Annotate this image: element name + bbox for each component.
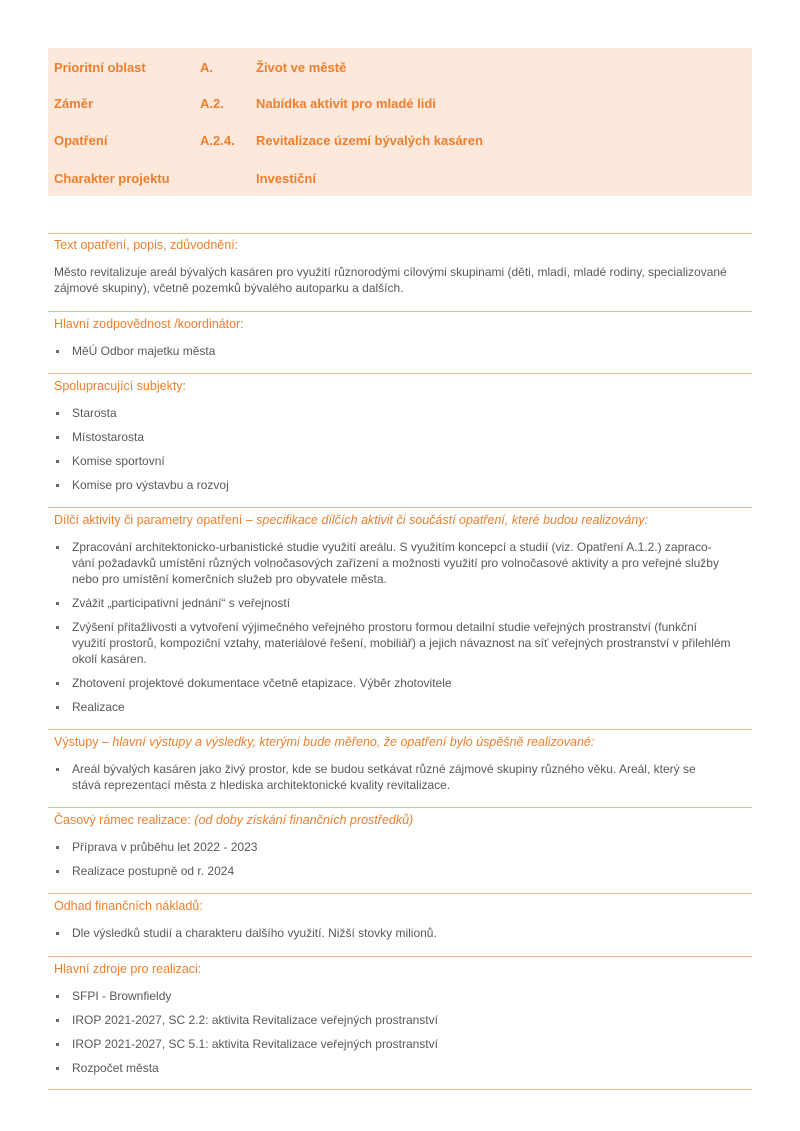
summary-row-character — [48, 171, 752, 191]
section-heading — [54, 513, 648, 527]
list-item: Komise sportovní — [54, 453, 744, 469]
summary-box — [48, 48, 752, 196]
list-item-line: Zvýšení přitažlivosti a vytvoření výjimečného veřejného prostoru formou detailní studie veřejných prostranství (funkční — [72, 620, 697, 634]
section-heading: Text opatření, popis, zdůvodnění: — [54, 238, 239, 252]
list-item-line: Zpracování architektonicko-urbanistické studie využití areálu. S využitím koncepcí a studií (viz. Opatření A.1.2.) zapraco- — [72, 540, 712, 554]
list-item: Zvážit „participativní jednání“ s veřejností — [54, 595, 744, 611]
summary-row-intent — [48, 96, 752, 116]
list-item: IROP 2021-2027, SC 5.1: aktivita Revitalizace veřejných prostranství — [54, 1036, 744, 1052]
list-item — [54, 619, 744, 667]
section-divider — [48, 956, 752, 957]
section-heading: Odhad finančních nákladů: — [54, 899, 203, 913]
section-divider — [48, 1089, 752, 1090]
summary-code: A.2.4. — [200, 133, 235, 148]
list-item-line: nebo pro umístění komerčních služeb pro obyvatele města. — [72, 572, 387, 586]
list-item: Zhotovení projektové dokumentace včetně etapizace. Výběr zhotovitele — [54, 675, 744, 691]
section-divider — [48, 807, 752, 808]
summary-value: Investiční — [256, 171, 316, 186]
heading-note: – hlavní výstupy a výsledky, kterými bude měřeno, že opatření bylo úspěšně realizované: — [101, 735, 595, 749]
summary-row-measure — [48, 133, 752, 153]
section-heading — [54, 735, 594, 749]
section-heading — [54, 813, 413, 827]
list-item-line: vání požadavků umístění různých volnočasových zařízení a možnosti využití pro volnočasové aktivity a pro veřejné služby — [72, 556, 719, 570]
heading-text: Dílčí aktivity či parametry opatření — [54, 513, 243, 527]
summary-row-priority — [48, 60, 752, 80]
list-item-line: stává reprezentací města z hlediska architektonické kvality revitalizace. — [72, 778, 451, 792]
list-item: Komise pro výstavbu a rozvoj — [54, 477, 744, 493]
section-divider — [48, 373, 752, 374]
summary-label: Opatření — [54, 133, 108, 148]
summary-label: Prioritní oblast — [54, 60, 146, 75]
list-item-line: okolí kasáren. — [72, 652, 147, 666]
summary-value: Revitalizace území bývalých kasáren — [256, 133, 483, 148]
summary-label: Charakter projektu — [54, 171, 170, 186]
summary-code: A. — [200, 60, 213, 75]
paragraph-line: Město revitalizuje areál bývalých kasáren pro využití různorodými cílovými skupinami (děti, mladí, mladé rodiny, specializované — [54, 265, 727, 279]
summary-value: Život ve městě — [256, 60, 347, 75]
list-item-line: využití prostorů, kompoziční vztahy, materiálové řešení, mobiliář) a jejich návaznost na síť veřejných prostranství v přilehlém — [72, 636, 731, 650]
section-heading: Hlavní zdroje pro realizaci: — [54, 962, 202, 976]
summary-value: Nabídka aktivit pro mladé lidi — [256, 96, 436, 111]
section-divider — [48, 507, 752, 508]
list-item — [54, 761, 744, 793]
list-item: MěÚ Odbor majetku města — [54, 343, 744, 359]
section-heading: Hlavní zodpovědnost /koordinátor: — [54, 317, 244, 331]
list-item: Místostarosta — [54, 429, 744, 445]
list-item: Rozpočet města — [54, 1060, 744, 1076]
paragraph-line: zájmové skupiny), včetně pozemků bývalého autoparku a dalších. — [54, 281, 404, 295]
section-divider — [48, 233, 752, 234]
section-divider — [48, 893, 752, 894]
list-item: SFPI - Brownfieldy — [54, 988, 744, 1004]
heading-note: – specifikace dílčích aktivit či součástí opatření, které budou realizovány: — [245, 513, 649, 527]
heading-text: Výstupy — [54, 735, 99, 749]
list-item: IROP 2021-2027, SC 2.2: aktivita Revitalizace veřejných prostranství — [54, 1012, 744, 1028]
list-item: Starosta — [54, 405, 744, 421]
list-item: Realizace postupně od r. 2024 — [54, 863, 744, 879]
list-item: Příprava v průběhu let 2022 - 2023 — [54, 839, 744, 855]
section-divider — [48, 729, 752, 730]
list-item: Dle výsledků studií a charakteru dalšího využití. Nižší stovky milionů. — [54, 925, 744, 941]
list-item: Realizace — [54, 699, 744, 715]
list-item — [54, 539, 744, 587]
heading-text: Časový rámec realizace: — [54, 813, 191, 827]
summary-label: Záměr — [54, 96, 94, 111]
section-divider — [48, 311, 752, 312]
list-item-line: Areál bývalých kasáren jako živý prostor, kde se budou setkávat různé zájmové skupiny různého věku. Areál, který se — [72, 762, 696, 776]
section-heading: Spolupracující subjekty: — [54, 379, 187, 393]
summary-code: A.2. — [200, 96, 224, 111]
heading-note: (od doby získání finančních prostředků) — [194, 813, 414, 827]
